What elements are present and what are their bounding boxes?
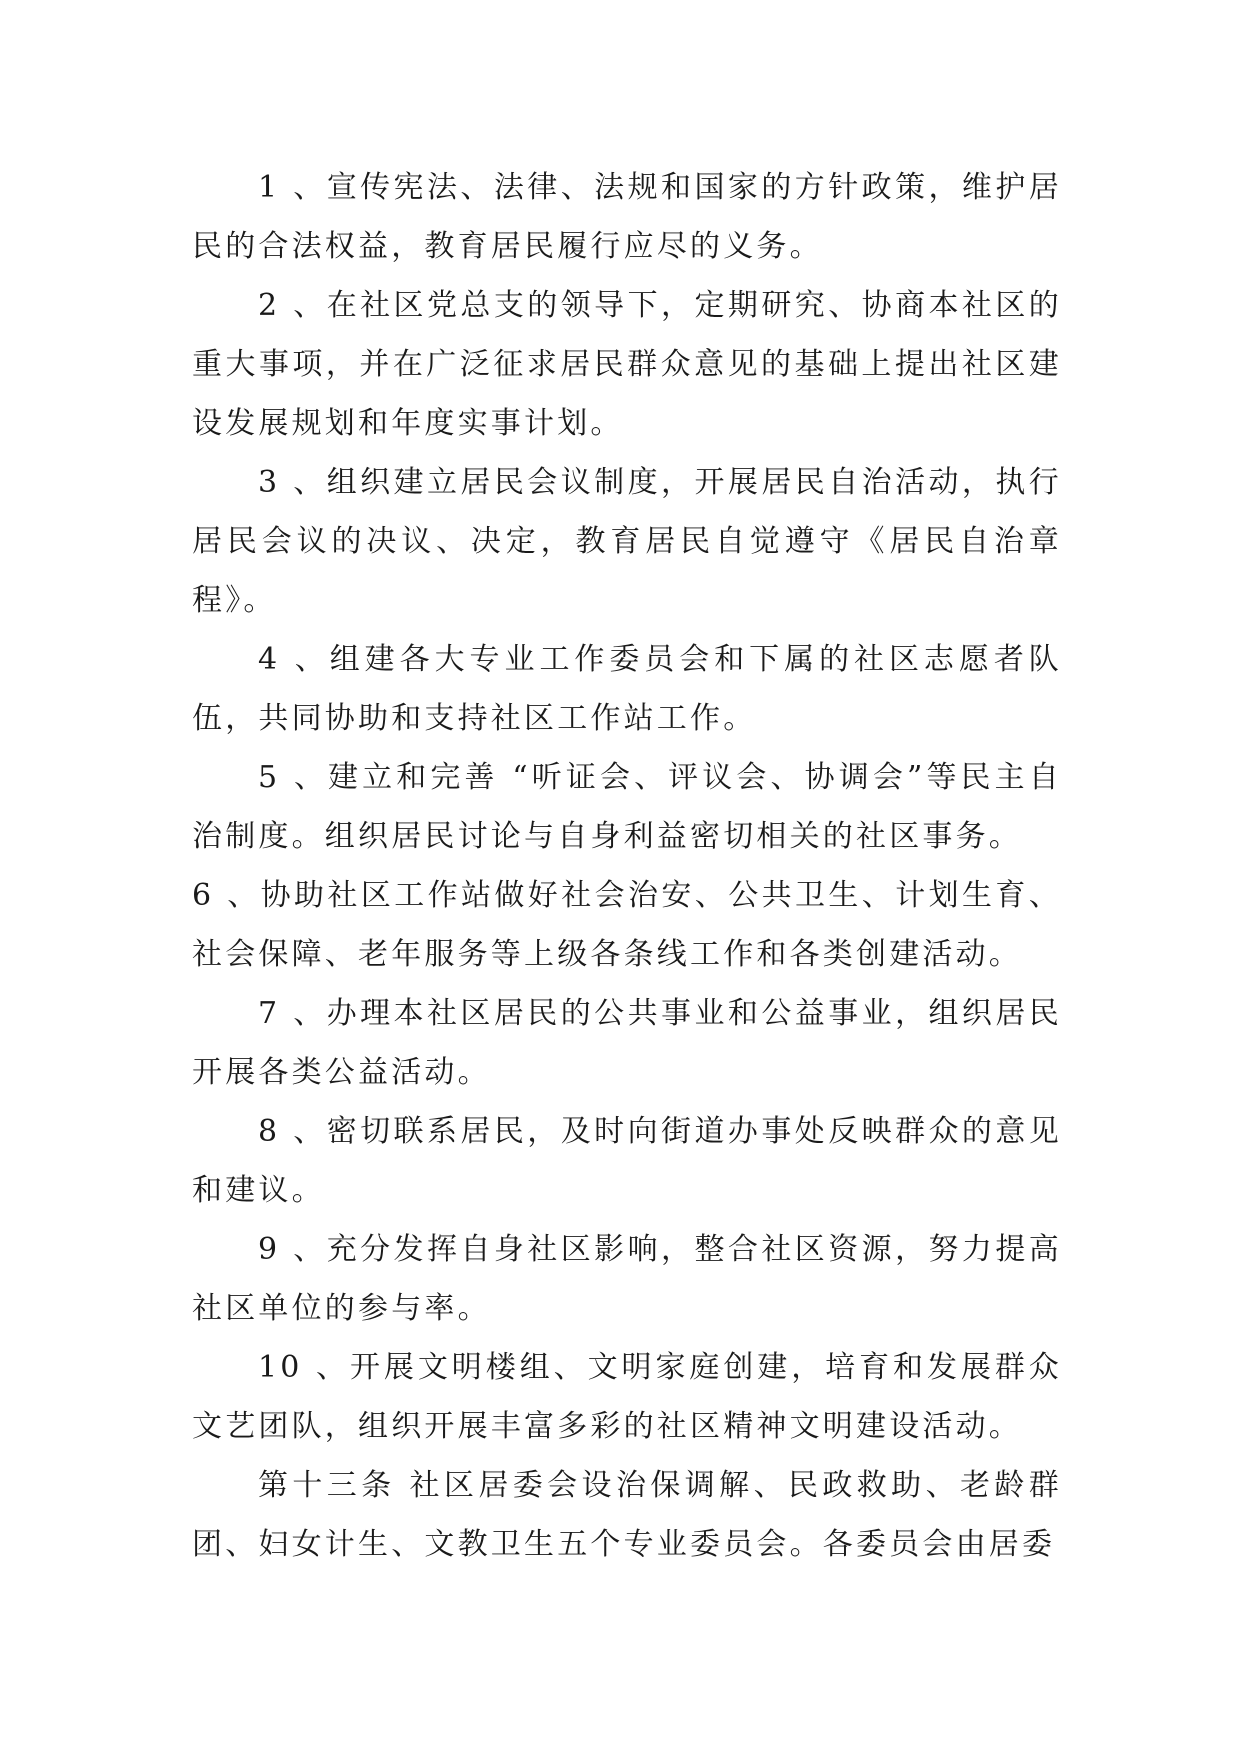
paragraph-article-13: 第十三条 社区居委会设治保调解、民政救助、老龄群团、妇女计生、文教卫生五个专业委员会。各委员会由居委 (192, 1468, 1062, 1562)
paragraph-item-1: 1 、宣传宪法、法律、法规和国家的方针政策，维护居民的合法权益，教育居民履行应尽的义务。 (192, 170, 1062, 264)
paragraph-item-9: 9 、充分发挥自身社区影响，整合社区资源，努力提高社区单位的参与率。 (192, 1232, 1062, 1326)
paragraph-item-8: 8 、密切联系居民，及时向街道办事处反映群众的意见和建议。 (192, 1114, 1062, 1208)
paragraph-item-4: 4 、组建各大专业工作委员会和下属的社区志愿者队伍，共同协助和支持社区工作站工作。 (192, 642, 1062, 736)
paragraph-item-10: 10 、开展文明楼组、文明家庭创建，培育和发展群众文艺团队，组织开展丰富多彩的社区精神文明建设活动。 (192, 1350, 1062, 1444)
document-body (192, 158, 1062, 1574)
paragraph-item-7: 7 、办理本社区居民的公共事业和公益事业，组织居民开展各类公益活动。 (192, 996, 1062, 1090)
paragraph-item-2: 2 、在社区党总支的领导下，定期研究、协商本社区的重大事项，并在广泛征求居民群众意见的基础上提出社区建设发展规划和年度实事计划。 (192, 288, 1062, 441)
paragraph-item-5: 5 、建立和完善 “听证会、评议会、协调会”等民主自治制度。组织居民讨论与自身利益密切相关的社区事务。 (192, 760, 1062, 854)
paragraph-item-3: 3 、组织建立居民会议制度，开展居民自治活动，执行居民会议的决议、决定，教育居民自觉遵守《居民自治章程》。 (192, 465, 1062, 618)
paragraph-item-6: 6 、协助社区工作站做好社会治安、公共卫生、计划生育、社会保障、老年服务等上级各条线工作和各类创建活动。 (192, 878, 1062, 972)
